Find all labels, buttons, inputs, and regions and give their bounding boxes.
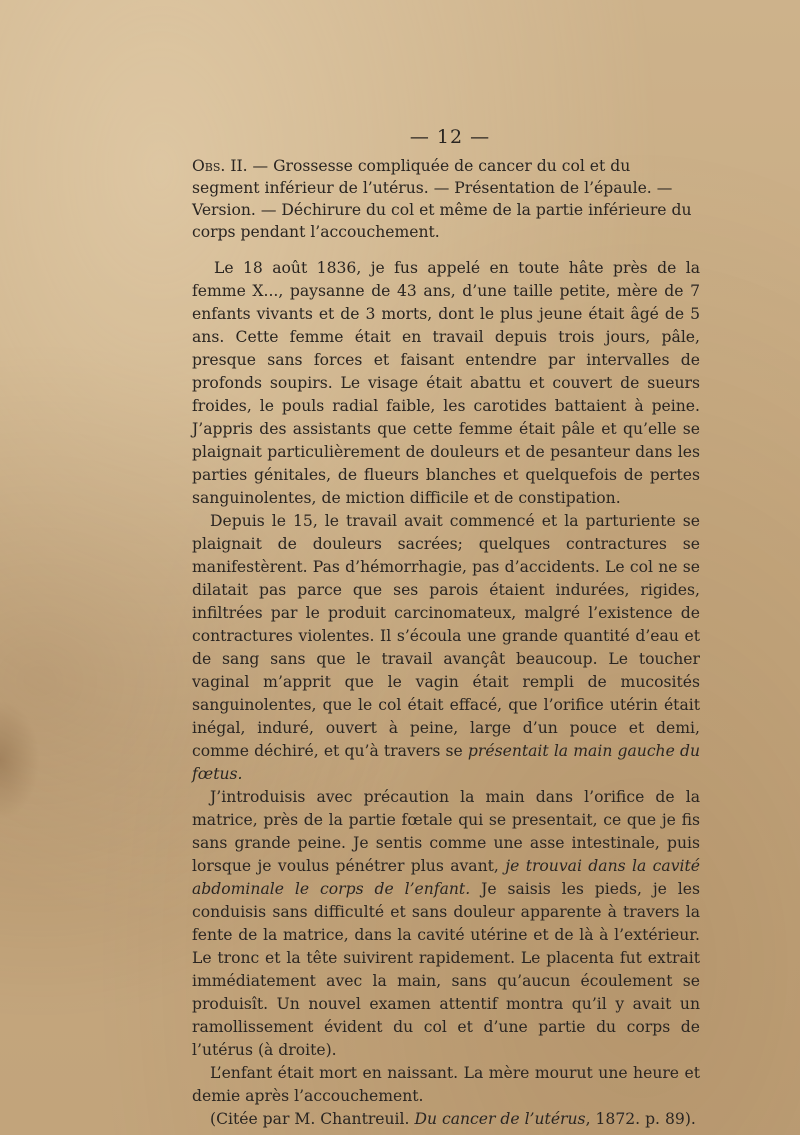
citation-title: Du cancer de l’utérus	[414, 1110, 586, 1128]
citation-suffix: , 1872. p. 89).	[585, 1110, 696, 1128]
paragraph-2-text: Depuis le 15, le travail avait commencé et la parturiente se plaignait de douleurs sacrées; quelques contractures se manifestèrent. Pas d’hémorrhagie, pas d’accidents. Le col ne se dilatait pas parce que ses parois étaient indurées, rigides, infiltrées par le produit carcinomateux, malgré l’existence de contractures violentes. Il s’écoula une grande quantité d’eau et de sang sans que le travail avançât beaucoup. Le toucher vaginal m’apprit que le vagin était rempli de mucosités sanguinolentes, que le col était effacé, que l’orifice utérin était inégal, induré, ouvert à peine, large d’un pouce et demi, comme déchiré, et qu’à travers se	[192, 512, 700, 760]
paragraph-2-italic: présentait la main gauche du fœtus.	[192, 742, 700, 783]
paragraph-3-italic: je trouvai dans la cavité abdominale le corps de l’enfant.	[192, 857, 700, 898]
observation-title: — Grossesse compliquée de cancer du col et du segment inférieur de l’utérus. — Présentation de l’épaule. — Version. — Déchirure du col et même de la partie inférieure du corps pendant l’accouchement.	[192, 157, 692, 241]
page-number: — 12 —	[409, 126, 491, 148]
main-text	[192, 155, 700, 1131]
citation	[192, 1108, 700, 1131]
paragraph-3	[192, 786, 700, 1062]
observation-label: Obs. II.	[192, 157, 248, 175]
paragraph-2	[192, 510, 700, 786]
paragraph-3-text-b: Je saisis les pieds, je les conduisis sans difficulté et sans douleur apparente à travers la fente de la matrice, dans la cavité utérine et de là à l’extérieur. Le tronc et la tête suivirent rapidement. Le placenta fut extrait immédiatement avec la main, sans qu’aucun écoulement se produisît. Un nouvel examen attentif montra qu’il y avait un ramollissement évident du col et d’une partie du corps de l’utérus (à droite).	[192, 880, 701, 1059]
paragraph-1: Le 18 août 1836, je fus appelé en toute hâte près de la femme X..., paysanne de 43 ans, d’une taille petite, mère de 7 enfants vivants et de 3 morts, dont le plus jeune était âgé de 5 ans. Cette femme était en travail depuis trois jours, pâle, presque sans forces et faisant entendre par intervalles de profonds soupirs. Le visage était abattu et couvert de sueurs froides, le pouls radial faible, les carotides battaient à peine. J’appris des assistants que cette femme était pâle et qu’elle se plaignait particulièrement de douleurs et de pesanteur dans les parties génitales, de flueurs blanches et quelquefois de pertes sanguinolentes, de miction difficile et de constipation.	[192, 259, 700, 507]
observation-heading	[192, 155, 700, 243]
paragraph-3-text-a: J’introduisis avec précaution la main dans l’orifice de la matrice, près de la partie fœtale qui se presentait, ce que je fis sans grande peine. Je sentis comme une asse intestinale, puis lorsque je voulus pénétrer plus avant,	[192, 788, 700, 875]
paragraph-4: L’enfant était mort en naissant. La mère mourut une heure et demie après l’accouchement.	[192, 1064, 700, 1105]
citation-prefix: (Citée par M. Chantreuil.	[210, 1110, 415, 1128]
paper-stain	[0, 700, 40, 820]
